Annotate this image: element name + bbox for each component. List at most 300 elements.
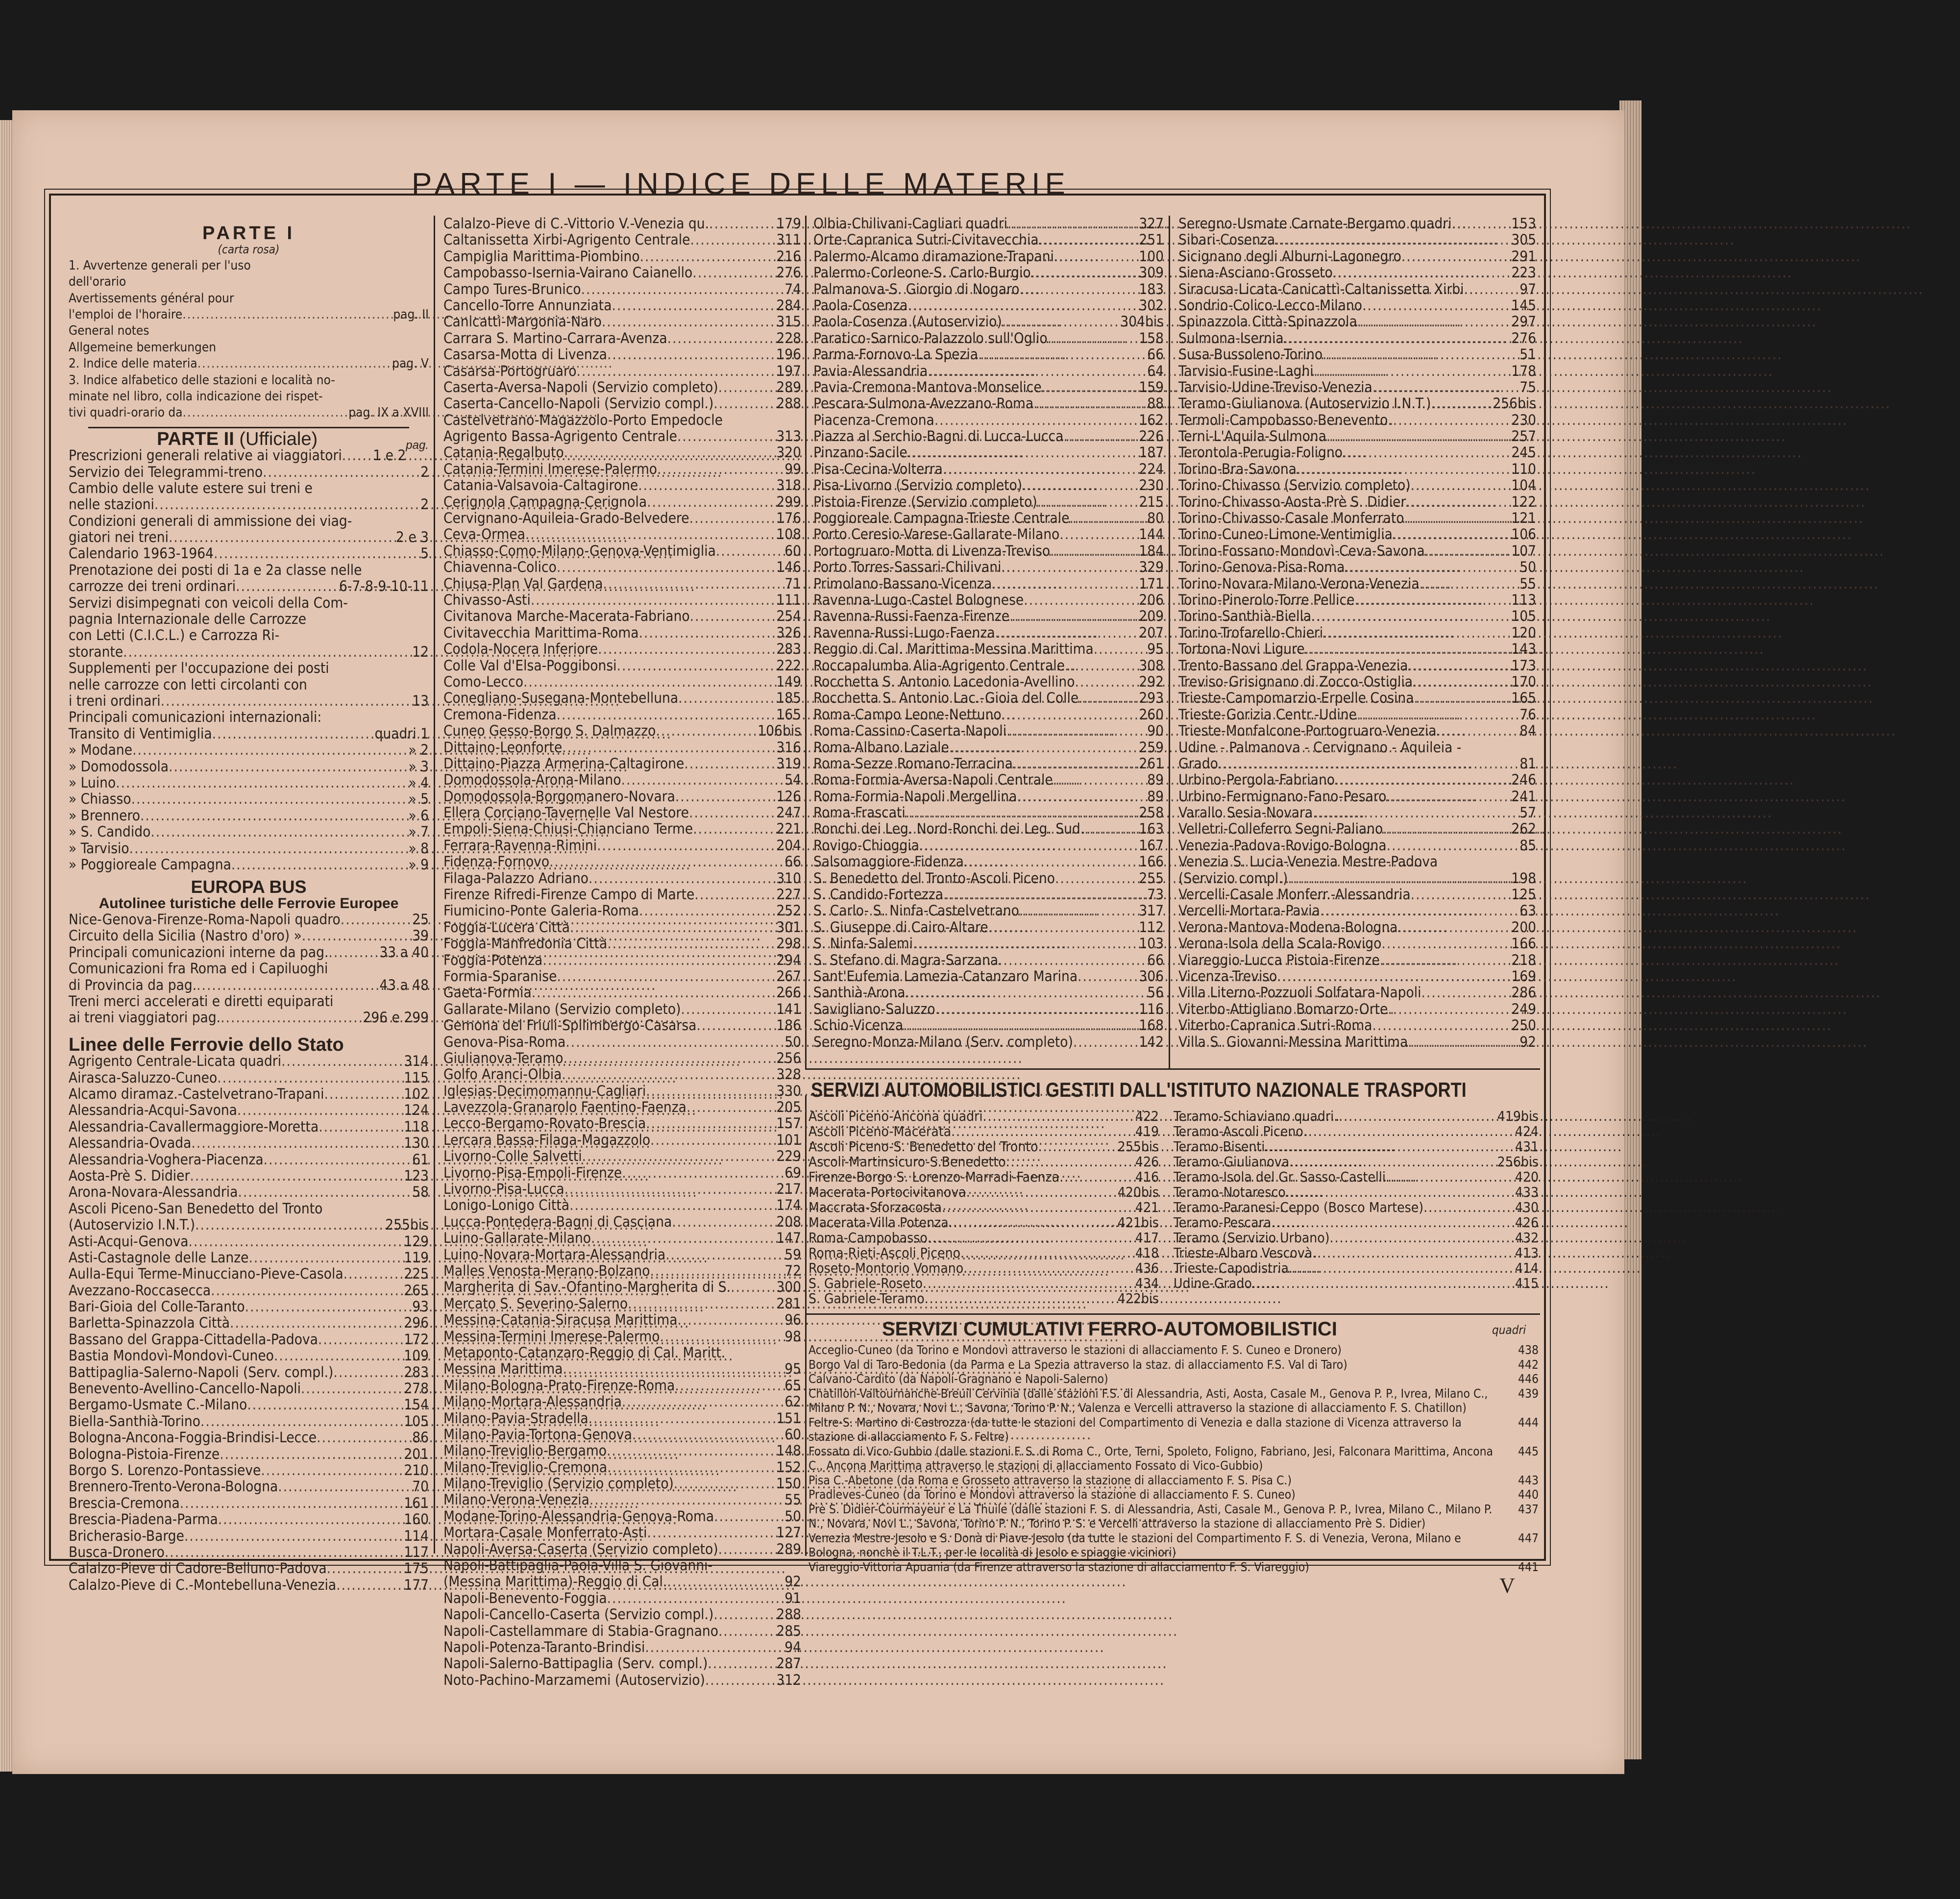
entry-page: 245 — [1511, 444, 1536, 461]
entry-page: 178 — [1511, 362, 1536, 379]
leader-dots — [718, 1623, 772, 1639]
leader-dots — [935, 1001, 1134, 1017]
entry-page: 216 — [776, 247, 801, 265]
index-entry — [1174, 1245, 1539, 1260]
entry-title: Catania-Valsavoia-Caltagirone — [443, 477, 638, 494]
index-entry — [69, 1495, 429, 1511]
entry-page: 185 — [776, 690, 801, 707]
entry-page: 151 — [776, 1409, 801, 1427]
index-entry — [69, 405, 429, 421]
cumul-entry — [808, 1502, 1539, 1531]
index-entry — [443, 1427, 801, 1443]
leader-dots — [672, 1214, 772, 1230]
entry-title: Principali comunicazioni interne da pag. — [69, 943, 329, 961]
entry-title: Catania-Termini Imerese-Palermo — [443, 460, 658, 477]
entry-page: 70 — [412, 1478, 429, 1495]
entry-page: 319 — [776, 755, 801, 772]
index-entry — [443, 297, 801, 314]
leader-dots — [1354, 592, 1507, 608]
leader-dots — [713, 1606, 772, 1623]
index-entry — [808, 1109, 1159, 1124]
index-entry — [443, 281, 801, 297]
leader-dots — [1388, 1001, 1507, 1017]
leader-dots — [603, 576, 772, 592]
entry-page: 115 — [404, 1069, 429, 1086]
auto-title: SERVIZI AUTOMOBILISTICI GESTITI DALL'ISTITUTO NAZIONALE TRASPORTI — [811, 1078, 1467, 1101]
index-entry — [69, 993, 429, 1010]
leader-dots — [212, 726, 373, 742]
entry-title: Treviso-Grisignano di Zocco-Ostiglia — [1178, 673, 1413, 690]
entry-page: 59 — [784, 1246, 801, 1263]
entry-page: 2 — [420, 496, 429, 513]
entry-page: 316 — [776, 739, 801, 756]
index-entry — [1174, 1169, 1539, 1184]
entry-page: 121 — [1511, 510, 1536, 527]
index-entry — [813, 232, 1164, 248]
entry-page: 228 — [776, 329, 801, 346]
entry-title: Bologna-Ancona-Foggia-Brindisi-Lecce — [69, 1429, 317, 1446]
parte2-title: PARTE II — [157, 428, 234, 449]
index-entry — [69, 840, 429, 857]
entry-title: Arona-Novara-Alessandria — [69, 1184, 238, 1201]
parte2-list — [69, 447, 429, 873]
index-entry — [69, 307, 429, 323]
index-entry — [1178, 232, 1536, 248]
index-entry — [443, 1459, 801, 1476]
entry-title: (Servizio compl.) — [1178, 869, 1288, 887]
entry-title: Savigliano-Saluzzo — [813, 1000, 935, 1017]
entry-page: 97 — [1519, 280, 1536, 297]
entry-title: Pistoia-Firenze (Servizio completo) — [813, 493, 1037, 510]
entry-page: 444 — [1518, 1415, 1539, 1430]
entry-page: 422 — [1135, 1108, 1159, 1124]
leader-dots — [1059, 1169, 1123, 1184]
index-entry — [69, 726, 429, 742]
entry-title: Formia-Sparanise — [443, 967, 557, 985]
leader-dots — [1383, 821, 1507, 837]
index-entry — [808, 1200, 1159, 1215]
entry-title: Terni-L'Aquila-Sulmona — [1178, 428, 1326, 445]
leader-dots — [342, 447, 371, 464]
index-entry — [443, 1410, 801, 1427]
leader-dots — [1334, 1109, 1495, 1124]
index-entry — [813, 625, 1164, 641]
index-entry — [69, 291, 429, 307]
leader-dots — [245, 1299, 399, 1315]
leader-dots — [1381, 936, 1507, 952]
leader-dots — [1404, 510, 1507, 526]
entry-title: Campo Tures-Brunico — [443, 280, 581, 297]
entry-title: Dittaino-Piazza Armerina-Caltagirone — [443, 755, 685, 772]
entry-title: (Autoservizio I.N.T.) — [69, 1216, 196, 1233]
leader-dots — [692, 265, 772, 281]
leader-dots — [960, 1245, 1123, 1260]
leader-dots — [660, 1329, 772, 1345]
entry-page: 260 — [1139, 706, 1164, 723]
leader-dots — [716, 543, 772, 559]
entry-title: Milano-Bologna-Prato-Firenze-Roma — [443, 1377, 675, 1394]
leader-dots — [1408, 1034, 1507, 1050]
index-entry — [69, 1413, 429, 1430]
leader-dots — [906, 805, 1134, 821]
entry-title: Sulmona-Isernia — [1178, 329, 1284, 346]
entry-page: 308 — [1139, 657, 1164, 674]
entry-title: Napoli-Aversa-Caserta (Servizio completo) — [443, 1540, 718, 1557]
index-entry — [1178, 412, 1536, 428]
entry-page: 86 — [412, 1429, 429, 1446]
entry-page: 247 — [776, 804, 801, 821]
leader-dots — [1059, 526, 1134, 543]
entry-title: Maccrata-Sforzacosta — [808, 1199, 942, 1215]
leader-dots — [1289, 1260, 1502, 1276]
entry-title: Teramo-Pescara — [1174, 1214, 1272, 1231]
index-entry — [813, 379, 1164, 395]
entry-page: 281 — [776, 1295, 801, 1312]
index-entry — [443, 1165, 801, 1181]
entry-page: 418 — [1135, 1245, 1159, 1261]
entry-title: Verona-Mantova-Modena-Bologna — [1178, 918, 1398, 936]
index-entry — [443, 1590, 801, 1606]
leader-dots — [1303, 1124, 1502, 1139]
entry-page: 153 — [1511, 215, 1536, 232]
index-entry — [443, 674, 801, 690]
leader-dots — [705, 1672, 772, 1688]
entry-title: Napoli-Benevento-Foggia — [443, 1589, 607, 1606]
entry-page: 170 — [1511, 673, 1536, 690]
index-entry — [1178, 608, 1536, 624]
entry-title: Reggio di Cal. Marittima-Messina Marittima — [813, 641, 1094, 658]
leader-dots — [1006, 1154, 1123, 1169]
leader-dots — [622, 1394, 772, 1410]
parte1-title: PARTE I — [202, 223, 295, 244]
leader-dots — [230, 1315, 399, 1331]
index-entry — [813, 543, 1164, 559]
leader-dots — [646, 1115, 772, 1132]
entry-title: Gallarate-Milano (Servizio completo) — [443, 1000, 681, 1017]
index-entry — [69, 1528, 429, 1544]
entry-page: 305 — [1511, 231, 1536, 248]
entry-title: Casarsa-Portogruaro — [443, 362, 577, 379]
entry-page: 107 — [1511, 542, 1536, 559]
leader-dots — [951, 1124, 1123, 1139]
entry-page: 261 — [1139, 755, 1164, 772]
entry-page: 179 — [776, 215, 801, 232]
index-entry — [808, 1154, 1159, 1169]
column-3 — [813, 216, 1164, 1063]
entry-title: Cambio delle valute estere sui treni e — [69, 479, 313, 496]
entry-title: con Letti (C.I.C.L.) e Carrozza Ri- — [69, 627, 280, 644]
entry-page: 286 — [1511, 984, 1536, 1001]
entry-title: Torino-Genova-Pisa-Roma — [1178, 559, 1345, 576]
entry-title: Pavia-Alessandria — [813, 362, 928, 379]
leader-dots — [218, 1511, 399, 1528]
entry-page: 262 — [1511, 820, 1536, 838]
index-entry — [808, 1230, 1159, 1245]
leader-dots — [998, 952, 1134, 968]
entry-title: S. Candido-Fortezza — [813, 886, 943, 903]
entry-page: 152 — [776, 1458, 801, 1476]
index-entry — [813, 444, 1164, 461]
leader-dots — [639, 625, 772, 641]
entry-title: Cerignola Campagna-Cerignola — [443, 493, 647, 510]
index-entry — [813, 314, 1164, 330]
leader-dots — [992, 576, 1134, 592]
entry-title: Milano-Mortara-Alessandria — [443, 1393, 622, 1410]
index-entry — [69, 1430, 429, 1446]
index-entry — [69, 944, 429, 961]
entry-title: Agrigento Bassa-Agrigento Centrale — [443, 428, 677, 445]
entry-page: 285 — [776, 1622, 801, 1639]
entry-page: 143 — [1511, 641, 1536, 658]
index-entry — [69, 340, 429, 356]
entry-title: » Brennero — [69, 807, 140, 824]
entry-page: » 3 — [408, 758, 429, 775]
entry-page: 92 — [1519, 1033, 1536, 1050]
leader-dots — [264, 1152, 399, 1168]
index-entry — [1178, 772, 1536, 788]
linee-title: Linee delle Ferrovie dello Stato — [69, 1034, 344, 1055]
index-entry — [1178, 494, 1536, 510]
leader-dots — [598, 641, 772, 657]
leader-dots — [943, 887, 1134, 903]
index-entry — [813, 968, 1164, 985]
entry-title: Principali comunicazioni internazionali: — [69, 709, 322, 726]
entry-page: 66 — [1147, 346, 1164, 363]
index-entry — [443, 641, 801, 657]
entry-title: nelle stazioni — [69, 496, 154, 513]
entry-title: Civitanova Marche-Macerata-Fabriano — [443, 608, 690, 625]
entry-title: Villa Literno-Pozzuoli Solfatara-Napoli — [1178, 984, 1421, 1001]
entry-title: Ellera Corciano-Tavernelle Val Nestore — [443, 804, 689, 821]
cumul-entry — [808, 1473, 1539, 1488]
entry-page: 165 — [1511, 690, 1536, 707]
leader-dots — [263, 464, 399, 480]
entry-title: Ravenna-Russi-Faenza-Firenze — [813, 608, 1010, 625]
entry-title: Teramo-Giulianova — [1174, 1154, 1290, 1170]
entry-title: Roma-Formia-Napoli Mergellina — [813, 788, 1017, 805]
entry-page: 106bis — [758, 722, 801, 740]
entry-title: Trieste-Monfalcone-Portogruaro-Venezia — [1178, 722, 1437, 740]
leader-dots — [607, 1443, 772, 1459]
index-entry — [813, 608, 1164, 624]
index-entry — [813, 772, 1164, 788]
entry-page: 420 — [1515, 1169, 1539, 1185]
entry-title: Torino-Santhià-Biella — [1178, 608, 1312, 625]
entry-title: Casarsa-Motta di Livenza — [443, 346, 607, 363]
entry-title: Tarvisio-Fusine-Laghi — [1178, 362, 1314, 379]
entry-title: Macerata-Villa Potenza — [808, 1214, 949, 1231]
entry-title: Torino-Novara-Milano-Verona-Venezia — [1178, 575, 1420, 592]
leader-dots — [336, 1577, 399, 1593]
entry-page: 258 — [1139, 804, 1164, 821]
index-entry — [443, 494, 801, 510]
index-entry — [69, 709, 429, 725]
entry-page: 104 — [1511, 477, 1536, 494]
leader-dots — [686, 1099, 772, 1115]
entry-page: 154 — [404, 1396, 429, 1413]
entry-title: Mortara-Casale Monferrato-Asti — [443, 1524, 647, 1541]
entry-title: Messina Marittima — [443, 1360, 563, 1378]
index-entry — [813, 952, 1164, 968]
index-entry — [69, 1299, 429, 1315]
entry-page: 106 — [1511, 526, 1536, 543]
index-entry — [1178, 444, 1536, 461]
entry-title: Nice-Genova-Firenze-Roma-Napoli quadro — [69, 911, 341, 928]
entry-page: 117 — [404, 1543, 429, 1560]
entry-page: 50 — [784, 1033, 801, 1050]
index-entry — [808, 1184, 1159, 1200]
column-4 — [1178, 216, 1536, 1063]
index-entry — [69, 824, 429, 840]
column-parti — [69, 216, 429, 1593]
index-entry — [69, 389, 429, 405]
entry-title: Iglesias-Decimomannu-Cagliari — [443, 1082, 646, 1099]
entry-title: Dittaino-Leonforte — [443, 739, 563, 756]
entry-page: 255bis — [385, 1216, 429, 1233]
entry-page: 296 e 299 — [363, 1009, 429, 1026]
leader-dots — [577, 363, 772, 379]
index-entry — [69, 356, 429, 372]
entry-page: 102 — [404, 1085, 429, 1103]
entry-title: Poggioreale Campagna-Trieste Centrale — [813, 510, 1070, 527]
entry-page: 196 — [776, 346, 801, 363]
index-entry — [1178, 887, 1536, 903]
entry-page: 205 — [776, 1099, 801, 1116]
entry-title: ai treni viaggiatori pag. — [69, 1009, 221, 1026]
entry-title: » S. Candido — [69, 823, 151, 840]
leader-dots — [1380, 952, 1507, 968]
entry-page: 73 — [1147, 886, 1164, 903]
entry-title: Roma-Sezze Romano-Terracina — [813, 755, 1013, 772]
leader-dots — [129, 840, 399, 857]
index-entry — [813, 821, 1164, 837]
index-entry — [69, 1070, 429, 1086]
index-entry — [443, 789, 801, 805]
leader-dots — [963, 1260, 1123, 1276]
entry-title: Mercato S. Severino-Salerno — [443, 1295, 628, 1312]
entry-page: 63 — [1519, 902, 1536, 919]
entry-title: Ravenna-Russi-Lugo-Faenza — [813, 624, 995, 641]
entry-title: Calvano-Cardito (da Napoli-Gragnano e Napoli-Salerno) — [808, 1372, 1108, 1386]
index-entry — [813, 576, 1164, 592]
index-entry — [808, 1276, 1159, 1291]
entry-title: Pisa C.-Abetone (da Roma e Grosseto attraverso la stazione di allacciamento F. S. Pisa C.) — [808, 1473, 1292, 1487]
entry-title: Sondrio-Colico-Lecco-Milano — [1178, 296, 1362, 314]
index-entry — [443, 543, 801, 559]
leader-dots — [588, 870, 772, 887]
entry-page: 144 — [1139, 526, 1164, 543]
leader-dots — [140, 808, 399, 824]
entry-title: Transito di Ventimiglia — [69, 725, 212, 742]
entry-title: Agrigento Centrale-Licata quadri — [69, 1053, 282, 1070]
entry-title: Domodossola-Borgomanero-Novara — [443, 788, 675, 805]
index-entry — [69, 1217, 429, 1233]
divider — [88, 427, 409, 428]
index-entry — [1178, 477, 1536, 493]
index-entry — [1178, 674, 1536, 690]
entry-page: 296 — [404, 1314, 429, 1332]
leader-dots — [317, 1430, 399, 1446]
index-entry — [1178, 707, 1536, 723]
entry-page: 266 — [776, 984, 801, 1001]
index-entry — [443, 919, 801, 936]
leader-dots — [928, 1230, 1123, 1245]
entry-title: » Chiasso — [69, 790, 131, 808]
entry-title: Fidenza-Fornovo — [443, 853, 550, 870]
entry-page: 227 — [776, 886, 801, 903]
index-entry — [69, 513, 429, 529]
leader-dots — [261, 1462, 399, 1479]
leader-dots — [564, 1181, 772, 1197]
leader-dots — [1002, 314, 1119, 330]
leader-dots — [1024, 592, 1134, 608]
entry-title: Livorno-Pisa-Lucca — [443, 1181, 564, 1198]
entry-title: Caserta-Cancello-Napoli (Servizio compl.) — [443, 395, 714, 412]
index-entry — [443, 330, 801, 346]
leader-dots — [667, 330, 772, 346]
entry-title: Parma-Fornovo-La Spezia — [813, 346, 979, 363]
entry-title: (Messina Marittima)-Reggio di Cal. — [443, 1573, 667, 1590]
index-entry — [813, 756, 1164, 772]
entry-title: Santhià-Arona — [813, 984, 906, 1001]
index-entry — [443, 248, 801, 265]
entry-title: dell'orario — [69, 274, 126, 290]
leader-dots — [184, 1528, 399, 1544]
leader-dots — [709, 216, 772, 232]
leader-dots — [1464, 281, 1507, 297]
leader-dots — [1408, 658, 1507, 674]
leader-dots — [675, 789, 772, 805]
leader-dots — [1033, 395, 1134, 412]
entry-page: 33 a 40 — [379, 943, 429, 961]
index-entry — [1178, 919, 1536, 936]
entry-title: Biella-Santhià-Torino — [69, 1412, 200, 1430]
index-entry — [813, 412, 1164, 428]
entry-title: Bricherasio-Barge — [69, 1527, 184, 1544]
index-entry — [69, 595, 429, 611]
leader-dots — [694, 887, 772, 903]
leader-dots — [1320, 903, 1507, 919]
index-entry — [69, 1397, 429, 1413]
entry-title: Carrara S. Martino-Carrara-Avenza — [443, 329, 667, 346]
index-entry — [1178, 281, 1536, 297]
entry-title: Avezzano-Roccasecca — [69, 1282, 211, 1299]
leader-dots — [154, 496, 399, 513]
entry-title: Ferrara-Ravenna-Rimini — [443, 837, 597, 854]
index-entry — [1178, 821, 1536, 837]
entry-title: Piazza al Serchio-Bagni di Lucca-Lucca — [813, 428, 1064, 445]
index-entry — [443, 1541, 801, 1557]
entry-page: 122 — [1511, 493, 1536, 510]
index-entry — [69, 677, 429, 693]
entry-page: 56 — [1147, 984, 1164, 1001]
index-entry — [443, 428, 801, 444]
leader-dots — [1333, 265, 1507, 281]
index-entry — [69, 1266, 429, 1282]
leader-dots — [591, 1230, 772, 1246]
index-entry — [69, 447, 406, 464]
leader-dots — [195, 1217, 383, 1233]
entry-page: 50 — [784, 1507, 801, 1525]
entry-page: 166 — [1139, 853, 1164, 870]
index-entry — [813, 216, 1164, 232]
entry-title: Acceglio-Cuneo (da Torino e Mondovì attraverso le stazioni di allacciamento F. S. Cuneo e Dronero) — [808, 1343, 1342, 1357]
index-entry — [1178, 952, 1536, 968]
index-entry — [813, 526, 1164, 543]
index-entry — [69, 742, 429, 758]
entry-page: 306 — [1139, 967, 1164, 985]
index-entry — [69, 1446, 429, 1462]
